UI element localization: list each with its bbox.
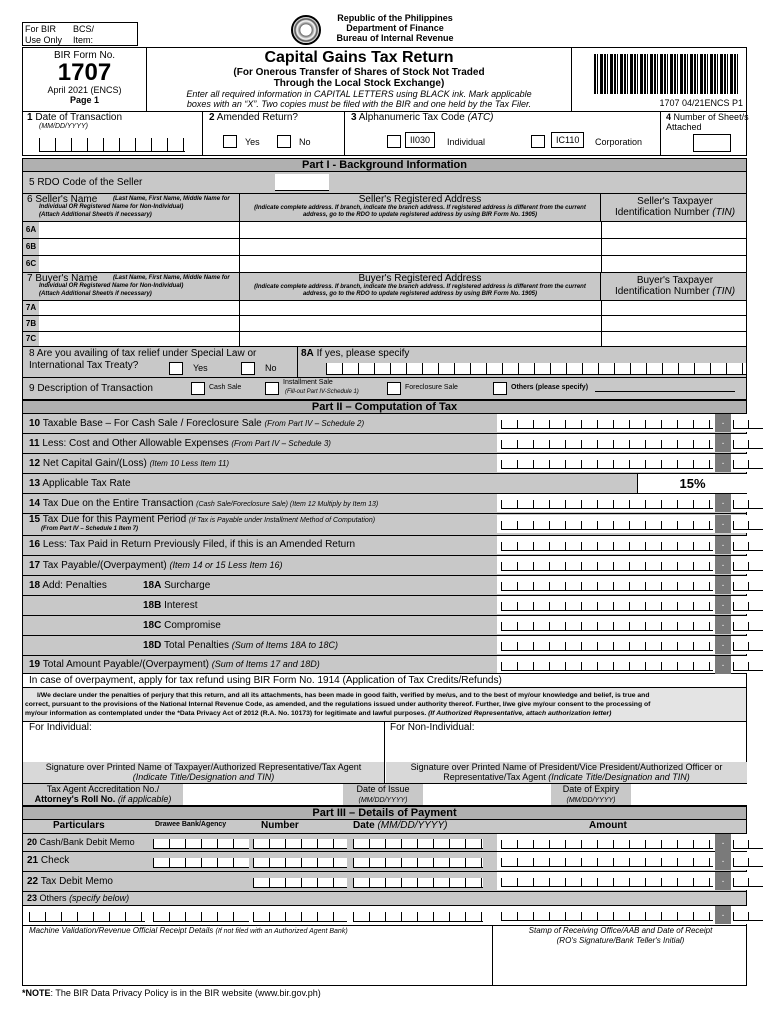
payment-row-23 bbox=[22, 892, 747, 906]
tax-rate-value: 15% bbox=[637, 474, 747, 493]
date-issue-label: Date of Issue bbox=[356, 784, 410, 794]
seller-address-note-1: (Indicate complete address. If branch, indicate the branch address. If registered address is different from the current bbox=[254, 205, 586, 211]
tax-relief-no-checkbox[interactable] bbox=[241, 362, 255, 375]
buyer-row-7b bbox=[22, 316, 747, 332]
item-23-number-input[interactable] bbox=[253, 912, 347, 922]
part-2-header: Part II – Computation of Tax bbox=[22, 400, 747, 414]
item-14-row bbox=[22, 494, 747, 514]
dof-label: Department of Finance bbox=[346, 23, 444, 33]
item-19-decimal: . bbox=[715, 656, 731, 674]
item-8a-label: If yes, please specify bbox=[316, 348, 410, 359]
tax-relief-yes-checkbox[interactable] bbox=[169, 362, 183, 375]
buyer-name-7c-input[interactable] bbox=[40, 332, 238, 346]
item-2-num: 2 bbox=[209, 112, 215, 123]
item-label: Item: bbox=[73, 35, 94, 45]
payment-row-20 bbox=[22, 834, 747, 852]
item-2-label: Amended Return? bbox=[216, 112, 298, 123]
item-14-decimal: . bbox=[715, 494, 731, 512]
sig-individual-note: (Indicate Title/Designation and TIN) bbox=[132, 772, 275, 782]
date-header-fmt: (MM/DD/YYYY) bbox=[377, 820, 448, 831]
declaration-text-2: correct, pursuant to the provisions of the National Internal Revenue Code, as amended, and the regulations issued under authority thereof. Further, I/we give my/our consent to the processing of bbox=[25, 701, 651, 708]
item-4-sheets bbox=[663, 112, 747, 155]
item-22-amount-input[interactable] bbox=[497, 872, 765, 890]
seller-name-6a-input[interactable] bbox=[40, 222, 238, 238]
item-1-fmt: (MM/DD/YYYY) bbox=[39, 123, 88, 130]
item-20-amount-input[interactable] bbox=[497, 834, 765, 851]
item-7-header bbox=[22, 273, 747, 301]
item-8-label-2: International Tax Treaty? bbox=[29, 360, 139, 371]
footer-note bbox=[22, 988, 321, 998]
foreclosure-sale-label: Foreclosure Sale bbox=[405, 384, 458, 391]
buyer-address-note-2: address, go to the RDO to update registered address by using BIR Form No. 1905) bbox=[302, 291, 538, 297]
item-7-num: 7 bbox=[27, 273, 33, 284]
item-20-num: 20 bbox=[27, 837, 38, 847]
item-21-label: Check bbox=[40, 855, 70, 866]
individual-signature-area[interactable] bbox=[23, 722, 385, 783]
item-13-num: 13 bbox=[29, 478, 41, 489]
item-21-amount-input[interactable] bbox=[497, 852, 765, 870]
footer-note-label: *NOTE bbox=[22, 988, 51, 998]
footer-note-text: : The BIR Data Privacy Policy is in the BIR website (www.bir.gov.ph) bbox=[50, 988, 321, 998]
item-18-label: Add: Penalties bbox=[42, 580, 107, 591]
item-18c-decimal: . bbox=[715, 616, 731, 634]
item-8a-num: 8A bbox=[301, 348, 314, 359]
for-bir-label: For BIR bbox=[25, 24, 57, 34]
item-21-date-input[interactable] bbox=[353, 858, 483, 868]
buyer-name-7b-input[interactable] bbox=[40, 316, 238, 331]
part-3-header: Part III – Details of Payment bbox=[22, 806, 747, 820]
item-4-label: Number of Sheet/s bbox=[673, 112, 749, 122]
buyer-name-7a-input[interactable] bbox=[40, 301, 238, 315]
date-of-transaction-input[interactable] bbox=[39, 138, 185, 152]
declaration-text-3b: (If Authorized Representative, attach authorization letter) bbox=[428, 710, 612, 717]
item-18b-decimal: . bbox=[715, 596, 731, 614]
item-7-label: Buyer's Name bbox=[35, 273, 98, 284]
payment-row-23-detail bbox=[22, 906, 747, 926]
sig-non-individual-note: (Indicate Title/Designation and TIN) bbox=[548, 772, 690, 782]
date-expiry-fmt: (MM/DD/YYYY) bbox=[566, 797, 616, 804]
bcs-label: BCS/ bbox=[73, 24, 95, 34]
machine-validation-note: (If not filed with an Authorized Agent Bank) bbox=[215, 928, 348, 935]
item-20-decimal: . bbox=[715, 834, 731, 852]
machine-validation-label: Machine Validation/Revenue Official Receipt Details bbox=[29, 926, 214, 935]
amount-header: Amount bbox=[589, 820, 627, 831]
atc-corporation-label: Corporation bbox=[595, 137, 643, 147]
row-6b-label: 6B bbox=[23, 239, 39, 255]
seller-row-6b bbox=[22, 239, 747, 256]
form-subtitle-1: (For Onerous Transfer of Shares of Stock Not Traded bbox=[233, 67, 485, 78]
item-23-decimal: . bbox=[715, 906, 731, 924]
signature-block bbox=[22, 722, 747, 784]
item-3-atc-label: (ATC) bbox=[467, 112, 494, 123]
item-18a-label: Surcharge bbox=[164, 580, 211, 591]
item-19-num: 19 bbox=[29, 659, 41, 670]
item-11-decimal: . bbox=[715, 434, 731, 452]
item-22-num: 22 bbox=[27, 876, 39, 887]
item-10-note: (From Part IV – Schedule 2) bbox=[264, 419, 365, 428]
buyer-tin-abbr: (TIN) bbox=[712, 286, 736, 297]
declaration-block bbox=[22, 688, 747, 722]
item-5-label: 5 RDO Code of the Seller bbox=[29, 177, 143, 188]
for-non-individual-label: For Non-Individual: bbox=[390, 722, 475, 733]
atc-individual-code: II030 bbox=[405, 132, 435, 148]
item-21-drawee-input[interactable] bbox=[153, 858, 249, 868]
item-18a-decimal: . bbox=[715, 576, 731, 594]
buyer-tin-label-1: Buyer's Taxpayer bbox=[636, 275, 714, 286]
item-12-note: (Item 10 Less Item 11) bbox=[149, 459, 230, 468]
item-6-note-3: (Attach Additional Sheet/s if necessary) bbox=[39, 212, 152, 218]
item-21-num: 21 bbox=[27, 855, 39, 866]
item-15-row bbox=[22, 514, 747, 536]
item-4-num: 4 bbox=[666, 112, 672, 122]
item-16-num: 16 bbox=[29, 539, 41, 550]
amended-no-checkbox[interactable] bbox=[277, 135, 291, 148]
item-3-label: Alphanumeric Tax Code bbox=[358, 112, 465, 123]
seller-name-6c-input[interactable] bbox=[40, 256, 238, 272]
item-18d-row bbox=[22, 636, 747, 656]
sheets-attached-input[interactable] bbox=[693, 134, 731, 152]
net-capital-gain-input[interactable] bbox=[497, 454, 765, 472]
item-12-decimal: . bbox=[715, 454, 731, 472]
barcode-icon bbox=[594, 54, 740, 94]
item-8-row bbox=[22, 347, 747, 378]
surcharge-input[interactable] bbox=[497, 576, 765, 594]
buyer-address-label: Buyer's Registered Address bbox=[358, 273, 482, 284]
item-18d-decimal: . bbox=[715, 636, 731, 654]
item-18b-row bbox=[22, 596, 747, 616]
item-12-row bbox=[22, 454, 747, 474]
item-19-note: (Sum of Items 17 and 18D) bbox=[211, 659, 320, 669]
row-7a-label: 7A bbox=[23, 301, 39, 315]
tax-relief-specify-input[interactable] bbox=[326, 363, 746, 375]
row-6c-label: 6C bbox=[23, 256, 39, 272]
form-no-label: BIR Form No. bbox=[53, 50, 116, 61]
tax-due-entire-input[interactable] bbox=[497, 494, 765, 512]
cash-sale-label: Cash Sale bbox=[209, 384, 242, 391]
atc-corporation-code: IC110 bbox=[551, 132, 584, 148]
non-individual-signature-area[interactable] bbox=[386, 722, 747, 783]
date-issue-input[interactable] bbox=[423, 784, 551, 805]
item-18c-row bbox=[22, 616, 747, 636]
barcode-code: 1707 04/21ENCS P1 bbox=[659, 98, 743, 108]
item-4-label-2: Attached bbox=[666, 122, 702, 132]
item-6-header bbox=[22, 194, 747, 222]
item-6-label: Seller's Name bbox=[35, 194, 98, 205]
item-22-number-input[interactable] bbox=[253, 878, 347, 888]
tax-relief-no-label: No bbox=[265, 363, 277, 373]
item-22-decimal: . bbox=[715, 872, 731, 890]
item-23-label: Others bbox=[39, 893, 67, 903]
item-9-label: 9 Description of Transaction bbox=[29, 383, 153, 394]
item-19-row bbox=[22, 656, 747, 674]
item-18d-num: 18D bbox=[143, 640, 162, 651]
installment-sale-checkbox[interactable] bbox=[265, 382, 279, 395]
agency-header bbox=[325, 13, 465, 43]
item-13-row bbox=[22, 474, 747, 494]
seller-address-label: Seller's Registered Address bbox=[358, 194, 482, 205]
item-18d-label: Total Penalties bbox=[163, 640, 230, 651]
date-issue-fmt: (MM/DD/YYYY) bbox=[358, 797, 408, 804]
seller-tin-label-1: Seller's Taxpayer bbox=[637, 196, 713, 207]
top-items-row bbox=[22, 111, 747, 156]
row-7b-label: 7B bbox=[23, 316, 39, 331]
item-15-note: (If Tax is Payable under Installment Method of Computation) bbox=[188, 517, 376, 524]
item-18a-row bbox=[22, 576, 747, 596]
item-22-date-input[interactable] bbox=[353, 878, 483, 888]
stamp-area bbox=[494, 926, 747, 946]
item-5-row bbox=[22, 172, 747, 194]
item-15-num: 15 bbox=[29, 514, 41, 525]
item-10-num: 10 bbox=[29, 418, 41, 429]
item-9-row bbox=[22, 378, 747, 400]
item-17-row bbox=[22, 556, 747, 576]
barcode-block bbox=[571, 48, 747, 111]
item-22-label: Tax Debit Memo bbox=[40, 876, 113, 887]
item-8-label: 8 Are you availing of tax relief under Special Law or bbox=[29, 348, 257, 359]
others-label: Others (please specify) bbox=[511, 384, 589, 391]
form-title: Capital Gains Tax Return bbox=[264, 49, 454, 66]
tax-agent-label: Tax Agent Accreditation No./ bbox=[46, 784, 160, 794]
republic-label: Republic of the Philippines bbox=[337, 13, 453, 23]
item-3-num: 3 bbox=[351, 112, 357, 123]
item-7-note-3: (Attach Additional Sheet/s if necessary) bbox=[39, 291, 152, 297]
buyer-tin-label-2: Identification Number bbox=[614, 286, 710, 297]
item-23-num: 23 bbox=[27, 893, 38, 903]
attorney-roll-note: (if applicable) bbox=[117, 794, 172, 804]
tax-relief-yes-label: Yes bbox=[193, 363, 208, 373]
item-2-amended bbox=[205, 112, 345, 155]
item-11-label: Less: Cost and Other Allowable Expenses bbox=[42, 438, 229, 449]
form-id-block bbox=[23, 48, 147, 111]
date-header: Date bbox=[353, 820, 375, 831]
others-checkbox[interactable] bbox=[493, 382, 507, 395]
item-23-amount-input[interactable] bbox=[497, 906, 765, 924]
item-23-note: (specify below) bbox=[69, 893, 130, 903]
sig-non-individual-label-2: Representative/Tax Agent bbox=[443, 772, 546, 782]
item-16-decimal: . bbox=[715, 536, 731, 554]
item-10-label: Taxable Base – For Cash Sale / Foreclosure Sale bbox=[42, 418, 262, 429]
item-14-note: (Cash Sale/Foreclosure Sale) (Item 12 Multiply by Item 13) bbox=[196, 501, 379, 508]
form-number: 1707 bbox=[57, 59, 112, 86]
item-16-row bbox=[22, 536, 747, 556]
item-20-date-input[interactable] bbox=[353, 839, 483, 849]
item-11-note: (From Part IV – Schedule 3) bbox=[231, 439, 331, 448]
stamp-label: Stamp of Receiving Office/AAB and Date of Receipt bbox=[528, 926, 713, 935]
seller-row-6a bbox=[22, 222, 747, 239]
date-expiry-label: Date of Expiry bbox=[562, 784, 620, 794]
declaration-text-1: I/We declare under the penalties of perjury that this return, and all its attachments, has been made in good faith, verified by me/us, and to the best of my/our knowledge and belief, is true and bbox=[37, 692, 650, 699]
overpayment-note: In case of overpayment, apply for tax refund using BIR Form No. 1914 (Application of Tax Credits/Refunds) bbox=[29, 675, 502, 686]
validation-block bbox=[22, 926, 747, 986]
seller-tin-abbr: (TIN) bbox=[712, 207, 736, 218]
item-15-label: Tax Due for this Payment Period bbox=[42, 514, 187, 525]
item-16-label: Less: Tax Paid in Return Previously Filed, if this is an Amended Return bbox=[42, 539, 356, 550]
cash-sale-checkbox[interactable] bbox=[191, 382, 205, 395]
form-date: April 2021 (ENCS) bbox=[47, 85, 122, 95]
date-expiry-input[interactable] bbox=[631, 784, 747, 805]
amended-yes-label: Yes bbox=[245, 137, 260, 147]
item-18b-label: Interest bbox=[164, 600, 198, 611]
particulars-header: Particulars bbox=[53, 820, 105, 831]
seller-name-6b-input[interactable] bbox=[40, 239, 238, 255]
item-15-note-2: (From Part IV – Schedule 1 Item 7) bbox=[41, 526, 139, 532]
item-1-label: Date of Transaction bbox=[35, 112, 123, 123]
item-18a-num: 18A bbox=[143, 580, 162, 591]
compromise-input[interactable] bbox=[497, 616, 765, 634]
item-17-note: (Item 14 or 15 Less Item 16) bbox=[169, 560, 283, 570]
cost-expenses-input[interactable] bbox=[497, 434, 765, 452]
item-18-num: 18 bbox=[29, 580, 41, 591]
tax-paid-previous-input[interactable] bbox=[497, 536, 765, 554]
buyer-row-7a bbox=[22, 301, 747, 316]
instructions-2: boxes with an “X”. Two copies must be filed with the BIR and one held by the Tax Filer. bbox=[186, 99, 532, 109]
row-7c-label: 7C bbox=[23, 332, 39, 346]
item-18c-num: 18C bbox=[143, 620, 162, 631]
item-23-particulars-input[interactable] bbox=[29, 912, 145, 922]
item-18b-num: 18B bbox=[143, 600, 162, 611]
use-only-label: Use Only bbox=[25, 35, 63, 45]
tax-agent-row bbox=[22, 784, 747, 806]
atc-corporation-checkbox[interactable] bbox=[531, 135, 545, 148]
item-11-row bbox=[22, 434, 747, 454]
bir-seal-icon bbox=[291, 15, 321, 45]
seller-address-note-2: address, go to the RDO to update registered address by using BIR Form No. 1905) bbox=[302, 212, 538, 218]
item-1-num: 1 bbox=[27, 112, 33, 123]
item-6-note-2: Individual OR Registered Name for Non-Individual) bbox=[39, 204, 184, 210]
item-20-number-input[interactable] bbox=[253, 839, 347, 849]
item-17-decimal: . bbox=[715, 556, 731, 574]
installment-sale-label: Installment Sale bbox=[283, 379, 333, 386]
atc-individual-checkbox[interactable] bbox=[387, 135, 401, 148]
item-6-num: 6 bbox=[27, 194, 33, 205]
item-10-decimal: . bbox=[715, 414, 731, 432]
item-23-date-input[interactable] bbox=[353, 912, 483, 922]
interest-input[interactable] bbox=[497, 596, 765, 614]
amended-no-label: No bbox=[299, 137, 311, 147]
sig-non-individual-label: Signature over Printed Name of President/Vice President/Authorized Officer or bbox=[410, 762, 723, 772]
part-1-header: Part I - Background Information bbox=[22, 158, 747, 172]
taxable-base-input[interactable] bbox=[497, 414, 765, 432]
item-18c-label: Compromise bbox=[164, 620, 221, 631]
foreclosure-sale-checkbox[interactable] bbox=[387, 382, 401, 395]
for-individual-label: For Individual: bbox=[29, 722, 92, 733]
item-7-note-1: (Last Name, First Name, Middle Name for bbox=[113, 275, 230, 281]
buyer-row-7c bbox=[22, 332, 747, 347]
payment-header-row bbox=[22, 820, 747, 834]
drawee-header: Drawee Bank/Agency bbox=[155, 821, 227, 828]
sig-individual-label: Signature over Printed Name of Taxpayer/Authorized Representative/Tax Agent bbox=[45, 762, 362, 772]
machine-validation-area bbox=[23, 926, 493, 985]
item-23-drawee-input[interactable] bbox=[153, 912, 249, 922]
form-header bbox=[22, 47, 747, 112]
tax-payable-input[interactable] bbox=[497, 556, 765, 574]
item-12-label: Net Capital Gain/(Loss) bbox=[42, 458, 147, 469]
instructions-1: Enter all required information in CAPITAL LETTERS using BLACK ink. Mark applicable bbox=[186, 89, 532, 99]
item-20-drawee-input[interactable] bbox=[153, 839, 249, 849]
form-title-block bbox=[149, 48, 569, 109]
tax-due-period-input[interactable] bbox=[497, 515, 765, 533]
item-19-label: Total Amount Payable/(Overpayment) bbox=[42, 659, 209, 670]
item-11-num: 11 bbox=[29, 438, 40, 449]
total-payable-input[interactable] bbox=[497, 656, 765, 673]
item-21-decimal: . bbox=[715, 852, 731, 870]
buyer-address-note-1: (Indicate complete address. If branch, indicate the branch address. If registered address is different from the current bbox=[254, 284, 586, 290]
payment-row-21 bbox=[22, 852, 747, 872]
installment-sale-note: (Fill-out Part IV-Schedule 1) bbox=[285, 389, 359, 395]
seller-row-6c bbox=[22, 256, 747, 273]
stamp-note: (RO's Signature/Bank Teller's Initial) bbox=[556, 936, 685, 945]
item-15-decimal: . bbox=[715, 515, 731, 533]
attorney-roll-label: Attorney's Roll No. bbox=[34, 794, 116, 804]
item-21-number-input[interactable] bbox=[253, 858, 347, 868]
atc-individual-label: Individual bbox=[447, 137, 486, 147]
item-10-row bbox=[22, 414, 747, 434]
row-6a-label: 6A bbox=[23, 222, 39, 238]
item-18d-note: (Sum of Items 18A to 18C) bbox=[231, 640, 339, 650]
item-17-label: Tax Payable/(Overpayment) bbox=[42, 560, 167, 571]
item-20-label: Cash/Bank Debit Memo bbox=[39, 837, 135, 847]
for-bir-box bbox=[22, 22, 138, 46]
item-12-num: 12 bbox=[29, 458, 41, 469]
item-3-atc bbox=[347, 112, 661, 155]
overpayment-row bbox=[22, 674, 747, 688]
total-penalties-input[interactable] bbox=[497, 636, 765, 654]
item-17-num: 17 bbox=[29, 560, 41, 571]
form-subtitle-2: Through the Local Stock Exchange) bbox=[273, 78, 445, 89]
bir-label: Bureau of Internal Revenue bbox=[336, 33, 454, 43]
item-1-date bbox=[23, 112, 203, 155]
item-14-num: 14 bbox=[29, 498, 41, 509]
tax-agent-input[interactable] bbox=[183, 784, 343, 805]
amended-yes-checkbox[interactable] bbox=[223, 135, 237, 148]
payment-row-22 bbox=[22, 872, 747, 892]
item-6-note-1: (Last Name, First Name, Middle Name for bbox=[113, 196, 230, 202]
item-7-note-2: Individual OR Registered Name for Non-Individual) bbox=[39, 283, 184, 289]
seller-tin-label-2: Identification Number bbox=[614, 207, 710, 218]
number-header: Number bbox=[261, 820, 299, 831]
rdo-code-input[interactable] bbox=[275, 174, 329, 191]
page-number: Page 1 bbox=[69, 95, 100, 105]
item-13-label: Applicable Tax Rate bbox=[42, 478, 131, 489]
declaration-text-3: my/our information as contemplated under the *Data Privacy Act of 2012 (R.A. No. 10173) for legitimate and lawful purposes. bbox=[25, 710, 427, 717]
others-specify-input[interactable] bbox=[595, 391, 735, 392]
item-14-label: Tax Due on the Entire Transaction bbox=[42, 498, 194, 509]
